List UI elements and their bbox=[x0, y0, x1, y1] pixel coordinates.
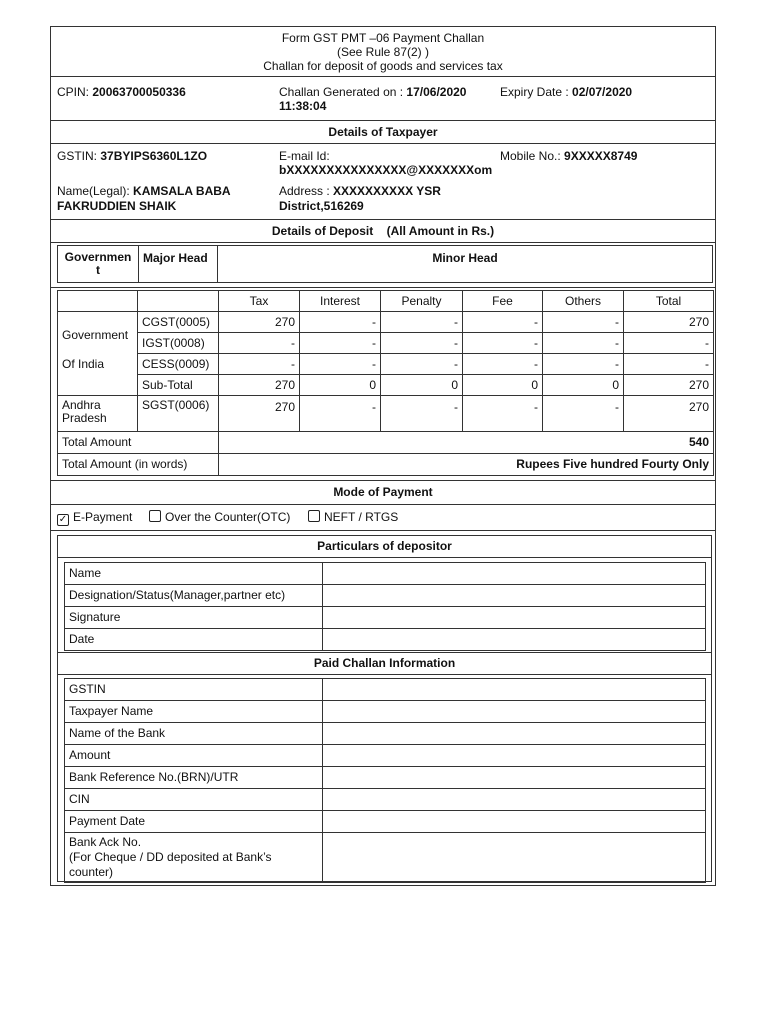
neft-checkbox[interactable] bbox=[308, 510, 320, 522]
bank-ack-row bbox=[65, 833, 706, 883]
amount-section bbox=[51, 288, 715, 481]
option-otc[interactable]: Over the Counter(OTC) bbox=[149, 505, 290, 530]
mobile-value: 9XXXXX8749 bbox=[564, 149, 638, 163]
cpin-label: CPIN: bbox=[57, 85, 93, 99]
table-row: IGST(0008) - - - - - - bbox=[58, 333, 714, 354]
depositor-designation-value bbox=[323, 585, 706, 607]
form-header bbox=[51, 27, 715, 77]
head-minor: Minor Head bbox=[218, 246, 713, 283]
epayment-checkbox[interactable]: ✓ bbox=[58, 514, 68, 525]
taxpayer-details bbox=[51, 144, 715, 220]
col-others: Others bbox=[543, 291, 624, 312]
total-words-label: Total Amount (in words) bbox=[58, 454, 219, 476]
taxpayer-section-title bbox=[51, 121, 715, 144]
form-rule: (See Rule 87(2) ) bbox=[336, 45, 430, 59]
minor-head: CGST(0005) bbox=[138, 312, 219, 333]
gstin-label: GSTIN: bbox=[57, 149, 101, 163]
table-row: Date bbox=[65, 629, 706, 651]
minor-head: Sub-Total bbox=[138, 375, 219, 396]
table-row: Government Of India CGST(0005) 270 - - - - 270 bbox=[58, 312, 714, 333]
amount-header-row bbox=[58, 291, 714, 312]
generated-time: 11:38:04 bbox=[279, 99, 327, 113]
expiry-label: Expiry Date : bbox=[500, 85, 573, 99]
payment-mode-title-text: Mode of Payment bbox=[333, 485, 433, 499]
col-penalty: Penalty bbox=[381, 291, 463, 312]
mobile-label: Mobile No.: bbox=[500, 149, 565, 163]
otc-checkbox[interactable] bbox=[149, 510, 161, 522]
paid-challan-title: Paid Challan Information bbox=[58, 652, 711, 675]
minor-head: CESS(0009) bbox=[138, 354, 219, 375]
name-value-2: FAKRUDDIEN SHAIK bbox=[57, 199, 177, 213]
payment-mode-title bbox=[51, 481, 715, 505]
paid-challan-table bbox=[64, 678, 706, 883]
col-fee: Fee bbox=[463, 291, 543, 312]
table-row: GSTIN bbox=[65, 679, 706, 701]
table-row: Signature bbox=[65, 607, 706, 629]
table-row: CESS(0009) - - - - - - bbox=[58, 354, 714, 375]
option-epayment[interactable]: ✓ E-Payment bbox=[58, 510, 133, 525]
state-row: Andhra Pradesh SGST(0006) 270 - - - - 270 bbox=[58, 396, 714, 432]
minor-head: IGST(0008) bbox=[138, 333, 219, 354]
depositor-date-value bbox=[323, 629, 706, 651]
total-label: Total Amount bbox=[58, 432, 219, 454]
depositor-paid-box bbox=[57, 535, 712, 882]
depositor-table bbox=[64, 562, 706, 651]
taxpayer-title-text: Details of Taxpayer bbox=[328, 125, 438, 139]
depositor-name-value bbox=[323, 563, 706, 585]
head-major: Major Head bbox=[139, 246, 218, 283]
name-value-1: KAMSALA BABA bbox=[133, 184, 231, 198]
deposit-section-title bbox=[51, 220, 715, 243]
total-words-value: Rupees Five hundred Fourty Only bbox=[219, 454, 714, 476]
cpin-value: 20063700050336 bbox=[92, 85, 186, 99]
total-row bbox=[58, 432, 714, 454]
table-row: Taxpayer Name bbox=[65, 701, 706, 723]
form-subtitle: Challan for deposit of goods and services tax bbox=[263, 59, 503, 73]
total-value: 540 bbox=[219, 432, 714, 454]
depositor-title: Particulars of depositor bbox=[58, 536, 711, 558]
bank-ack-label: Bank Ack No. (For Cheque / DD deposited at Bank’s counter) bbox=[65, 833, 323, 883]
address-value-2: District,516269 bbox=[279, 199, 364, 213]
head-government: Governmen t bbox=[58, 246, 139, 283]
table-row: Name bbox=[65, 563, 706, 585]
email-label: E-mail Id: bbox=[279, 149, 330, 163]
table-row: Designation/Status(Manager,partner etc) bbox=[65, 585, 706, 607]
total-words-row bbox=[58, 454, 714, 476]
table-row: Name of the Bank bbox=[65, 723, 706, 745]
address-label: Address : bbox=[279, 184, 334, 198]
minor-head: SGST(0006) bbox=[138, 396, 219, 432]
form-title: Form GST PMT –06 Payment Challan bbox=[281, 31, 485, 45]
name-label: Name(Legal): bbox=[57, 184, 134, 198]
table-row: Amount bbox=[65, 745, 706, 767]
col-tax: Tax bbox=[219, 291, 300, 312]
gov-india-cell: Government Of India bbox=[58, 312, 138, 396]
subtotal-row: Sub-Total 270 0 0 0 0 270 bbox=[58, 375, 714, 396]
address-value-1: XXXXXXXXXX YSR bbox=[333, 184, 441, 198]
amount-table bbox=[57, 290, 714, 476]
challan-form bbox=[50, 26, 716, 886]
table-row: CIN bbox=[65, 789, 706, 811]
state-cell: Andhra Pradesh bbox=[58, 396, 138, 432]
depositor-signature-value bbox=[323, 607, 706, 629]
cpin-row bbox=[51, 77, 715, 121]
table-row: Payment Date bbox=[65, 811, 706, 833]
deposit-title-text: Details of Deposit bbox=[271, 224, 374, 238]
expiry-value: 02/07/2020 bbox=[572, 85, 633, 99]
option-neft[interactable]: NEFT / RTGS bbox=[308, 505, 398, 530]
deposit-note: (All Amount in Rs.) bbox=[386, 224, 495, 238]
heads-row bbox=[51, 243, 715, 288]
col-interest: Interest bbox=[300, 291, 381, 312]
heads-table bbox=[57, 245, 713, 283]
generated-label: Challan Generated on : bbox=[279, 85, 407, 99]
table-row: Bank Reference No.(BRN)/UTR bbox=[65, 767, 706, 789]
email-value: bXXXXXXXXXXXXXXX@XXXXXXXom bbox=[279, 163, 493, 177]
col-total: Total bbox=[624, 291, 714, 312]
payment-mode-options bbox=[51, 505, 715, 531]
gstin-value: 37BYIPS6360L1ZO bbox=[100, 149, 208, 163]
generated-date: 17/06/2020 bbox=[406, 85, 467, 99]
